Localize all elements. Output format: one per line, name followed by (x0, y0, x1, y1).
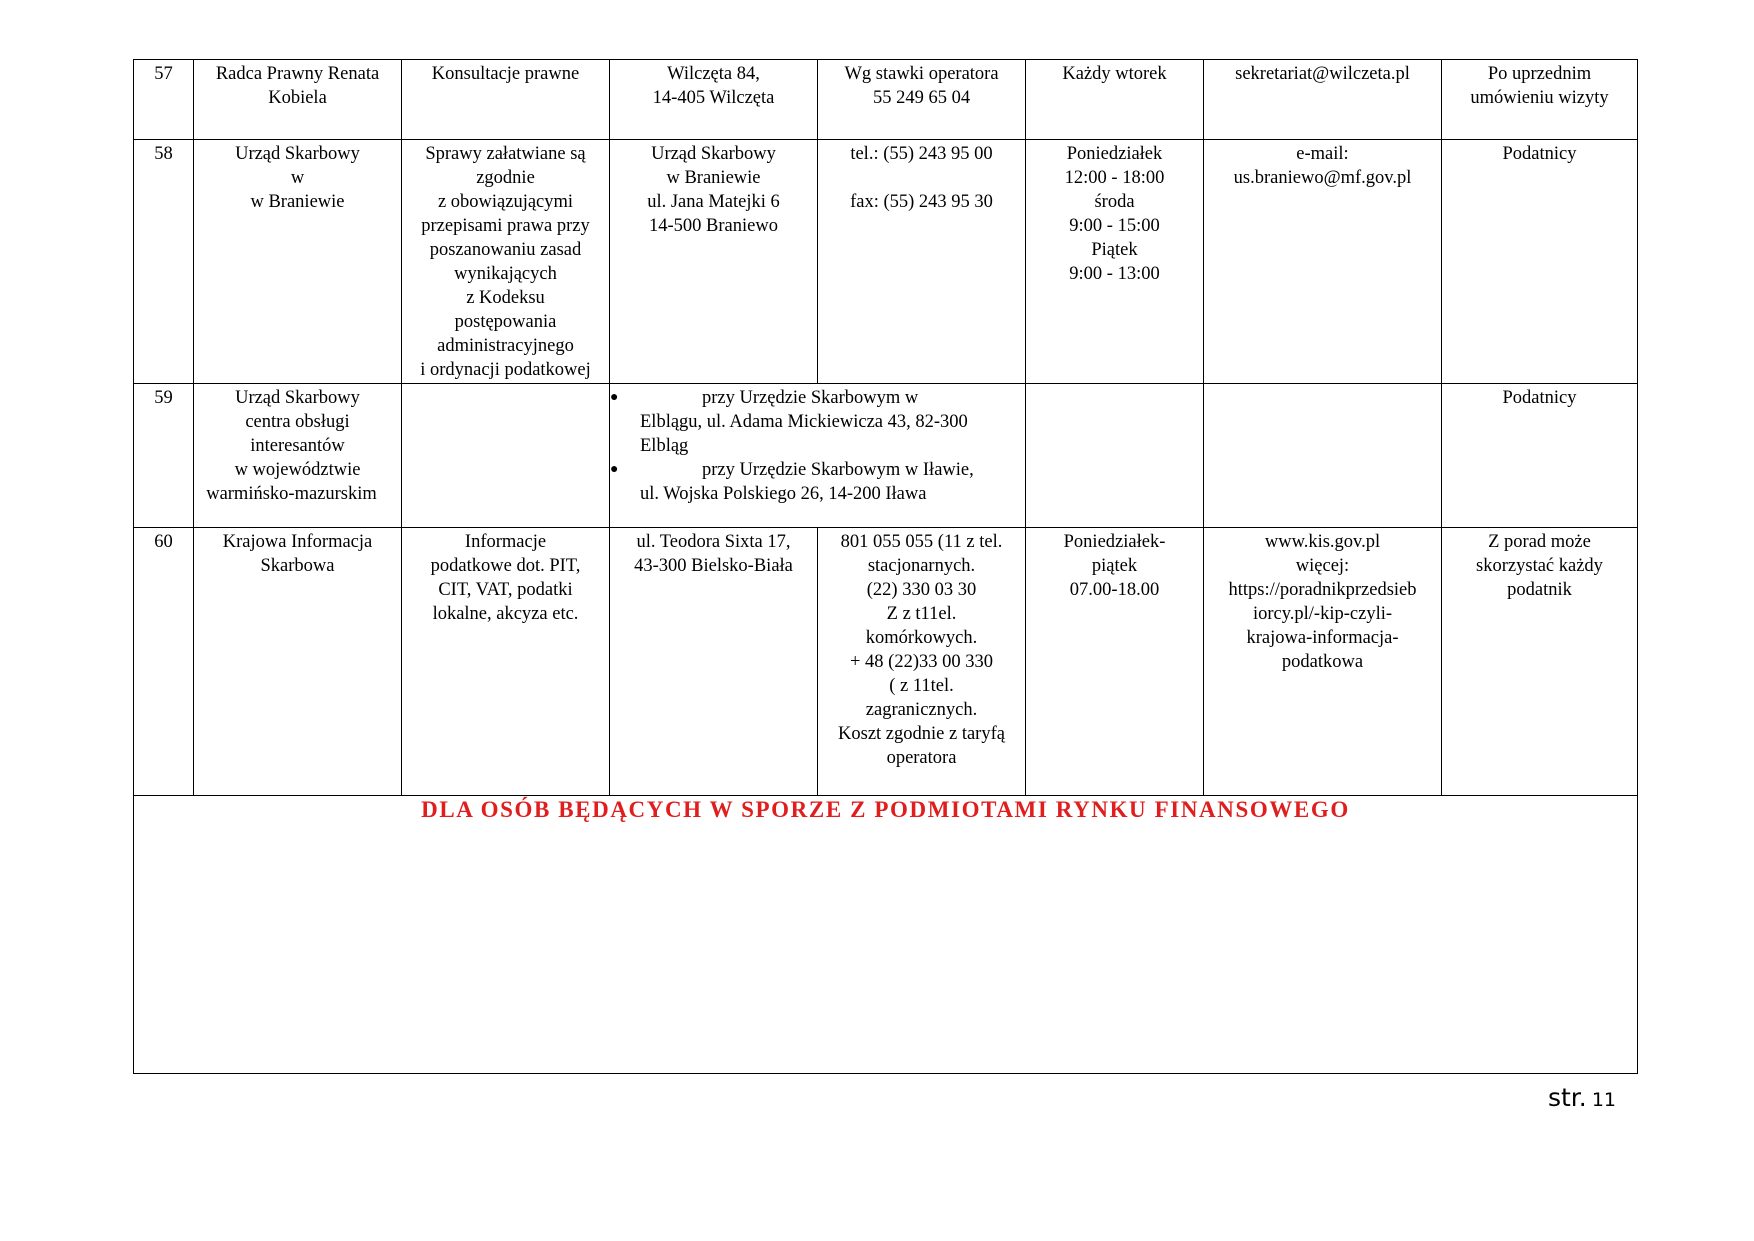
opening-hours: Każdy wtorek (1026, 60, 1204, 140)
institution-name: Krajowa Informacja Skarbowa (194, 528, 402, 796)
service-scope: Informacje podatkowe dot. PIT, CIT, VAT, podatki lokalne, akcyza etc. (402, 528, 610, 796)
table-row (134, 528, 1638, 796)
service-scope: Sprawy załatwiane są zgodnie z obowiązującymi przepisami prawa przy poszanowaniu zasad wynikających z Kodeksu postępowania administracyjnego i ordynacji podatkowej (402, 140, 610, 384)
opening-hours: Poniedziałek- piątek 07.00-18.00 (1026, 528, 1204, 796)
email-contact: www.kis.gov.pl więcej: https://poradnikprzedsieb iorcy.pl/-kip-czyli- krajowa-informacja- podatkowa (1204, 528, 1442, 796)
service-scope: Konsultacje prawne (402, 60, 610, 140)
table-row (134, 140, 1638, 384)
eligible-persons: Podatnicy (1442, 384, 1638, 528)
address: Wilczęta 84, 14-405 Wilczęta (610, 60, 818, 140)
service-locations (610, 384, 1026, 528)
row-number: 58 (134, 140, 194, 384)
row-number: 59 (134, 384, 194, 528)
opening-hours: Poniedziałek 12:00 - 18:00 środa 9:00 - 15:00 Piątek 9:00 - 13:00 (1026, 140, 1204, 384)
eligible-persons: Po uprzednim umówieniu wizyty (1442, 60, 1638, 140)
table-row (134, 60, 1638, 140)
bullet-icon: ● (610, 462, 619, 477)
service-scope (402, 384, 610, 528)
page-number: str. 11 (1547, 1083, 1616, 1112)
phone-contact: Wg stawki operatora 55 249 65 04 (818, 60, 1026, 140)
contacts-table (133, 59, 1638, 1074)
address: Urząd Skarbowy w Braniewie ul. Jana Matejki 6 14-500 Braniewo (610, 140, 818, 384)
institution-name: Radca Prawny Renata Kobiela (194, 60, 402, 140)
section-heading-cell (134, 796, 1638, 1074)
address: ul. Teodora Sixta 17, 43-300 Bielsko-Biała (610, 528, 818, 796)
row-number: 60 (134, 528, 194, 796)
row-number: 57 (134, 60, 194, 140)
email-contact: e-mail: us.braniewo@mf.gov.pl (1204, 140, 1442, 384)
institution-name: Urząd Skarbowy centra obsługi interesantów w województwie warmińsko-mazurskim (194, 384, 402, 528)
eligible-persons: Z porad może skorzystać każdy podatnik (1442, 528, 1638, 796)
locations-list (610, 386, 1023, 506)
section-heading-row (134, 796, 1638, 1074)
eligible-persons: Podatnicy (1442, 140, 1638, 384)
table-row (134, 384, 1638, 528)
phone-contact: tel.: (55) 243 95 00 fax: (55) 243 95 30 (818, 140, 1026, 384)
opening-hours (1026, 384, 1204, 528)
phone-contact: 801 055 055 (11 z tel. stacjonarnych. (22) 330 03 30 Z z t11el. komórkowych. + 48 (22)33 00 330 ( z 11tel. zagranicznych. Koszt zgodnie z taryfą operatora (818, 528, 1026, 796)
list-item: ● przy Urzędzie Skarbowym w Elblągu, ul. Adama Mickiewicza 43, 82-300 Elbląg (610, 388, 968, 456)
email-contact: sekretariat@wilczeta.pl (1204, 60, 1442, 140)
email-contact (1204, 384, 1442, 528)
list-item: ● przy Urzędzie Skarbowym w Iławie, ul. Wojska Polskiego 26, 14-200 Iława (610, 460, 974, 504)
bullet-icon: ● (610, 390, 619, 405)
section-heading: DLA OSÓB BĘDĄCYCH W SPORZE Z PODMIOTAMI RYNKU FINANSOWEGO (421, 797, 1350, 822)
institution-name: Urząd Skarbowy w w Braniewie (194, 140, 402, 384)
